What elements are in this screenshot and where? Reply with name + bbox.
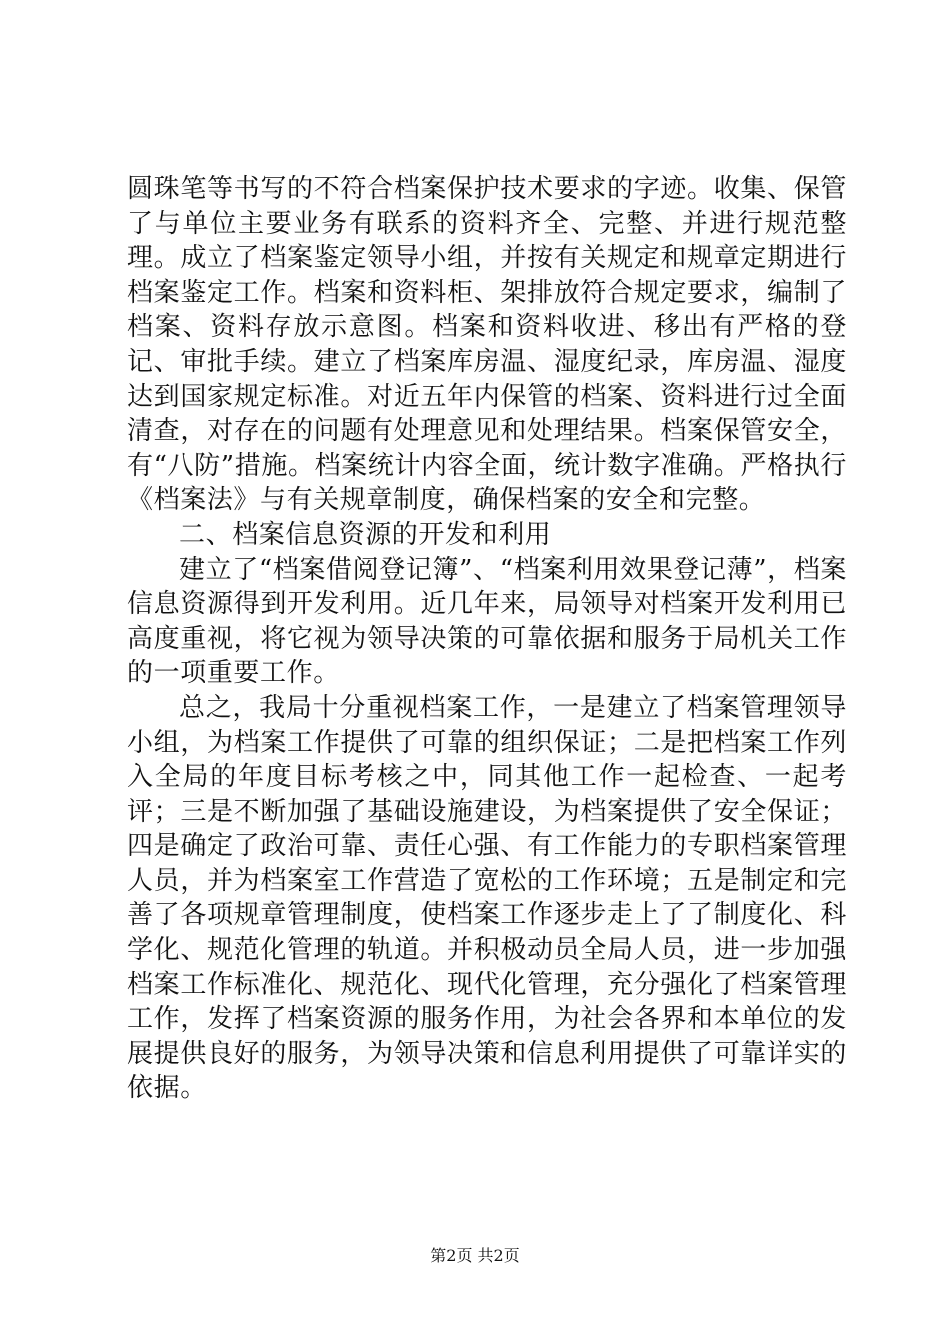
body-paragraph-3: 总之，我局十分重视档案工作，一是建立了档案管理领导小组，为档案工作提供了可靠的组织保证；二是把档案工作列入全局的年度目标考核之中，同其他工作一起检查、一起考评；三是不断加强了基础设施建设，为档案提供了安全保证；四是确定了政治可靠、责任心强、有工作能力的专职档案管理人员，并为档案室工作营造了宽松的工作环境；五是制定和完善了各项规章管理制度，使档案工作逐步走上了了制度化、科学化、规范化管理的轨道。并积极动员全局人员，进一步加强档案工作标准化、规范化、现代化管理，充分强化了档案管理工作，发挥了档案资源的服务作用，为社会各界和本单位的发展提供良好的服务，为领导决策和信息利用提供了可靠详实的依据。	[127, 692, 847, 1104]
section-heading: 二、档案信息资源的开发和利用	[179, 519, 552, 550]
document-body	[127, 172, 847, 1106]
body-paragraph-1: 圆珠笔等书写的不符合档案保护技术要求的字迹。收集、保管了与单位主要业务有联系的资料齐全、完整、并进行规范整理。成立了档案鉴定领导小组，并按有关规定和规章定期进行档案鉴定工作。档案和资料柜、架排放符合规定要求，编制了档案、资料存放示意图。档案和资料收进、移出有严格的登记、审批手续。建立了档案库房温、湿度纪录，库房温、湿度达到国家规定标准。对近五年内保管的档案、资料进行过全面清查，对存在的问题有处理意见和处理结果。档案保管安全，有“八防”措施。档案统计内容全面，统计数字准确。严格执行《档案法》与有关规章制度，确保档案的安全和完整。	[127, 174, 847, 516]
body-paragraph-2: 建立了“档案借阅登记簿”、“档案利用效果登记薄”，档案信息资源得到开发利用。近几年来，局领导对档案开发利用已高度重视，将它视为领导决策的可靠依据和服务于局机关工作的一项重要工作。	[127, 554, 847, 689]
page-number-footer: 第2页 共2页	[430, 1246, 520, 1265]
